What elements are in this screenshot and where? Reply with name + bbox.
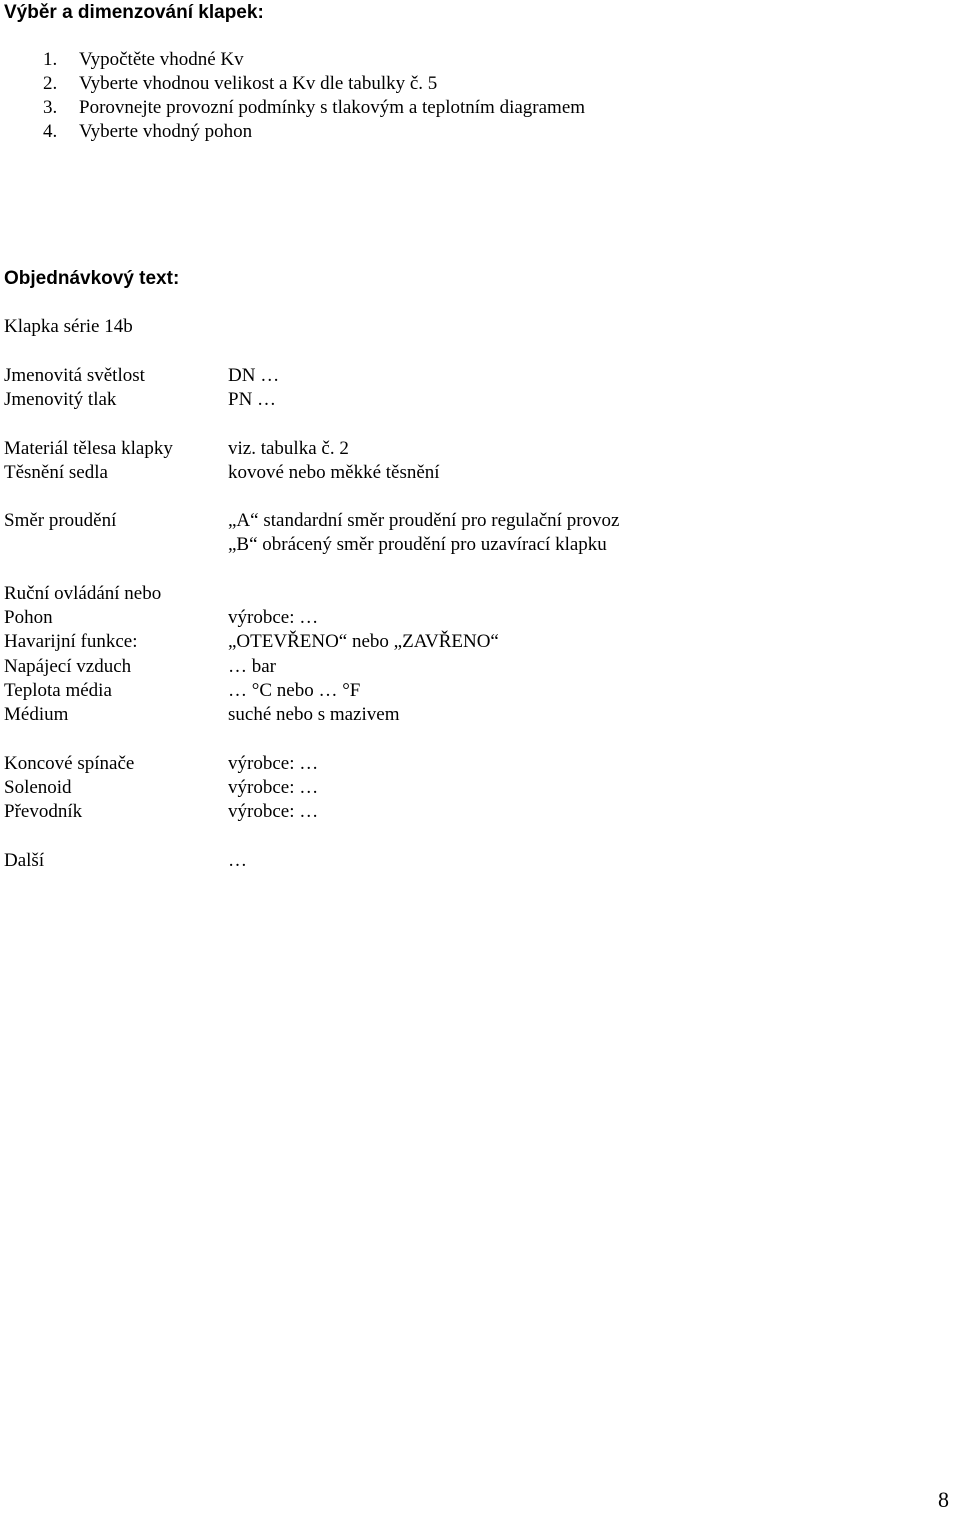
transducer-label: Převodník xyxy=(4,801,83,822)
list-item-text: Vyberte vhodnou velikost a Kv dle tabulky č. 5 xyxy=(79,73,438,94)
product-name: Klapka série 14b xyxy=(4,316,133,337)
list-item-text: Vypočtěte vhodné Kv xyxy=(79,49,244,70)
nominal-pressure-value: PN … xyxy=(228,389,277,410)
actuator-value: výrobce: … xyxy=(228,607,319,628)
page-number: 8 xyxy=(938,1487,949,1512)
list-item xyxy=(43,120,252,144)
nominal-size-label: Jmenovitá světlost xyxy=(4,365,145,386)
body-material-label: Materiál tělesa klapky xyxy=(4,438,173,459)
list-item-number: 4. xyxy=(43,121,58,142)
emergency-function-label: Havarijní funkce: xyxy=(4,631,138,652)
list-item xyxy=(43,72,437,96)
emergency-function-value: „OTEVŘENO“ nebo „ZAVŘENO“ xyxy=(228,631,499,652)
medium-temperature-label: Teplota média xyxy=(4,680,112,701)
solenoid-value: výrobce: … xyxy=(228,777,319,798)
nominal-pressure-label: Jmenovitý tlak xyxy=(4,389,117,410)
flow-direction-option-b: „B“ obrácený směr proudění pro uzavírací klapku xyxy=(228,534,607,555)
order-text-title: Objednávkový text: xyxy=(4,268,180,289)
section-title: Výběr a dimenzování klapek: xyxy=(4,2,264,23)
transducer-value: výrobce: … xyxy=(228,801,319,822)
supply-air-value: … bar xyxy=(228,656,277,677)
medium-label: Médium xyxy=(4,704,69,725)
solenoid-label: Solenoid xyxy=(4,777,72,798)
list-item-number: 3. xyxy=(43,97,58,118)
seat-seal-label: Těsnění sedla xyxy=(4,462,108,483)
other-label: Další xyxy=(4,850,45,871)
body-material-value: viz. tabulka č. 2 xyxy=(228,438,349,459)
limit-switches-label: Koncové spínače xyxy=(4,753,135,774)
seat-seal-value: kovové nebo měkké těsnění xyxy=(228,462,440,483)
limit-switches-value: výrobce: … xyxy=(228,753,319,774)
nominal-size-value: DN … xyxy=(228,365,280,386)
list-item-text: Vyberte vhodný pohon xyxy=(79,121,253,142)
flow-direction-label: Směr proudění xyxy=(4,510,117,531)
other-value: … xyxy=(228,850,247,871)
list-item xyxy=(43,96,585,120)
list-item-text: Porovnejte provozní podmínky s tlakovým a teplotním diagramem xyxy=(79,97,586,118)
actuator-label: Pohon xyxy=(4,607,53,628)
list-item xyxy=(43,48,244,72)
medium-value: suché nebo s mazivem xyxy=(228,704,400,725)
list-item-number: 1. xyxy=(43,49,58,70)
list-item-number: 2. xyxy=(43,73,58,94)
flow-direction-option-a: „A“ standardní směr proudění pro regulační provoz xyxy=(228,510,620,531)
manual-control-label: Ruční ovládání nebo xyxy=(4,583,162,604)
supply-air-label: Napájecí vzduch xyxy=(4,656,132,677)
medium-temperature-value: … °C nebo … °F xyxy=(228,680,361,701)
